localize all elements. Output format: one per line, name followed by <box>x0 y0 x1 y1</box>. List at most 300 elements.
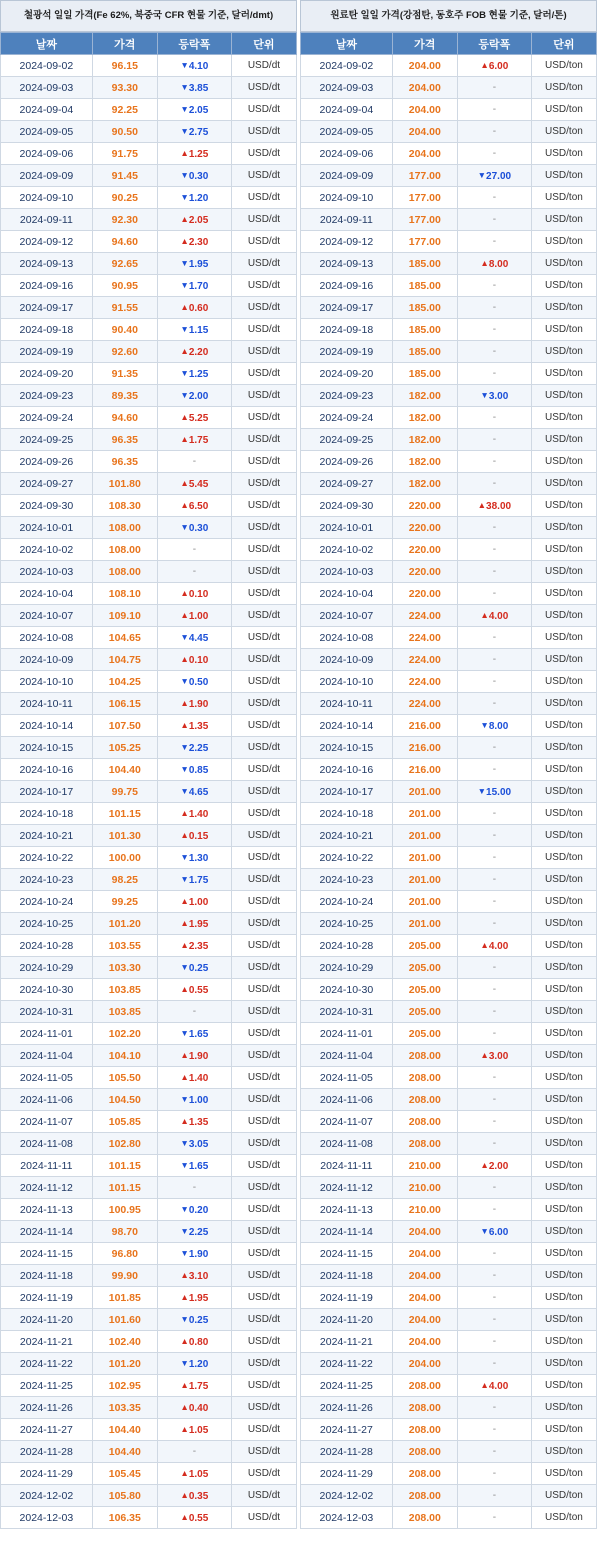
arrow-down-icon: ▼ <box>180 1313 189 1324</box>
iron-ore-table-body <box>1 55 297 1529</box>
cell-date: 2024-11-12 <box>301 1177 393 1199</box>
cell-date: 2024-09-17 <box>301 297 393 319</box>
cell-unit: USD/dt <box>231 517 296 539</box>
cell-change: - <box>457 583 531 605</box>
cell-date: 2024-10-15 <box>301 737 393 759</box>
table-row <box>1 121 297 143</box>
table-row <box>301 99 597 121</box>
cell-change: - <box>457 1133 531 1155</box>
cell-price: 102.95 <box>92 1375 157 1397</box>
cell-unit: USD/ton <box>531 627 596 649</box>
coking-coal-header-row <box>301 33 597 55</box>
table-row <box>301 1463 597 1485</box>
cell-price: 90.95 <box>92 275 157 297</box>
cell-unit: USD/dt <box>231 209 296 231</box>
cell-unit: USD/dt <box>231 1177 296 1199</box>
cell-date: 2024-09-25 <box>1 429 93 451</box>
cell-change: - <box>457 1243 531 1265</box>
table-row <box>301 1485 597 1507</box>
arrow-down-icon: ▼ <box>180 1027 189 1038</box>
cell-unit: USD/dt <box>231 1221 296 1243</box>
cell-date: 2024-10-02 <box>1 539 93 561</box>
cell-unit: USD/ton <box>531 1441 596 1463</box>
cell-price: 93.30 <box>92 77 157 99</box>
table-row <box>1 1221 297 1243</box>
cell-unit: USD/ton <box>531 253 596 275</box>
table-row <box>301 121 597 143</box>
cell-unit: USD/ton <box>531 1243 596 1265</box>
cell-date: 2024-10-17 <box>301 781 393 803</box>
cell-change: ▼1.65 <box>157 1155 231 1177</box>
table-row <box>301 781 597 803</box>
cell-change: ▲1.35 <box>157 715 231 737</box>
cell-unit: USD/ton <box>531 209 596 231</box>
table-row <box>1 1397 297 1419</box>
cell-date: 2024-09-06 <box>301 143 393 165</box>
table-row <box>301 1089 597 1111</box>
cell-date: 2024-09-06 <box>1 143 93 165</box>
table-row <box>301 1199 597 1221</box>
cell-unit: USD/ton <box>531 407 596 429</box>
arrow-down-icon: ▼ <box>180 1203 189 1214</box>
table-row <box>1 649 297 671</box>
cell-change: ▲1.90 <box>157 1045 231 1067</box>
cell-price: 204.00 <box>392 99 457 121</box>
header-date: 날짜 <box>301 33 393 55</box>
table-row <box>1 495 297 517</box>
cell-price: 101.15 <box>92 1177 157 1199</box>
table-row <box>1 297 297 319</box>
cell-date: 2024-10-21 <box>301 825 393 847</box>
table-row <box>301 1133 597 1155</box>
cell-unit: USD/ton <box>531 737 596 759</box>
cell-price: 90.50 <box>92 121 157 143</box>
table-row <box>301 539 597 561</box>
cell-unit: USD/dt <box>231 341 296 363</box>
arrow-down-icon: ▼ <box>180 1093 189 1104</box>
cell-change: ▲1.05 <box>157 1419 231 1441</box>
arrow-down-icon: ▼ <box>180 323 189 334</box>
cell-change: ▲0.10 <box>157 583 231 605</box>
cell-unit: USD/dt <box>231 627 296 649</box>
cell-change: - <box>457 1199 531 1221</box>
table-row <box>301 231 597 253</box>
table-row <box>1 1001 297 1023</box>
table-row <box>301 1155 597 1177</box>
cell-price: 201.00 <box>392 825 457 847</box>
table-row <box>301 165 597 187</box>
table-row <box>301 649 597 671</box>
cell-date: 2024-10-24 <box>1 891 93 913</box>
cell-date: 2024-10-09 <box>301 649 393 671</box>
cell-change: ▼4.10 <box>157 55 231 77</box>
cell-price: 208.00 <box>392 1507 457 1529</box>
cell-date: 2024-09-11 <box>1 209 93 231</box>
arrow-down-icon: ▼ <box>180 1137 189 1148</box>
cell-unit: USD/dt <box>231 825 296 847</box>
cell-change: - <box>457 1089 531 1111</box>
cell-unit: USD/dt <box>231 165 296 187</box>
arrow-down-icon: ▼ <box>180 1225 189 1236</box>
table-row <box>1 935 297 957</box>
cell-change: ▼1.75 <box>157 869 231 891</box>
cell-change: ▲0.55 <box>157 979 231 1001</box>
cell-price: 98.70 <box>92 1221 157 1243</box>
cell-price: 177.00 <box>392 187 457 209</box>
cell-price: 104.50 <box>92 1089 157 1111</box>
table-row <box>301 319 597 341</box>
table-row <box>301 803 597 825</box>
arrow-up-icon: ▲ <box>480 1049 489 1060</box>
cell-price: 101.60 <box>92 1309 157 1331</box>
arrow-up-icon: ▲ <box>180 609 189 620</box>
cell-change: ▲5.25 <box>157 407 231 429</box>
cell-price: 208.00 <box>392 1397 457 1419</box>
cell-unit: USD/ton <box>531 143 596 165</box>
table-row <box>1 275 297 297</box>
cell-unit: USD/dt <box>231 253 296 275</box>
cell-price: 182.00 <box>392 407 457 429</box>
table-row <box>1 77 297 99</box>
cell-date: 2024-10-04 <box>1 583 93 605</box>
table-row <box>301 187 597 209</box>
cell-price: 100.00 <box>92 847 157 869</box>
cell-unit: USD/dt <box>231 1331 296 1353</box>
cell-unit: USD/ton <box>531 539 596 561</box>
table-row <box>1 825 297 847</box>
cell-price: 105.85 <box>92 1111 157 1133</box>
cell-price: 177.00 <box>392 209 457 231</box>
arrow-up-icon: ▲ <box>180 301 189 312</box>
cell-date: 2024-11-12 <box>1 1177 93 1199</box>
cell-change: - <box>457 209 531 231</box>
cell-unit: USD/dt <box>231 297 296 319</box>
cell-change: - <box>457 231 531 253</box>
cell-unit: USD/dt <box>231 605 296 627</box>
cell-price: 204.00 <box>392 1243 457 1265</box>
cell-date: 2024-10-31 <box>1 1001 93 1023</box>
cell-date: 2024-10-08 <box>1 627 93 649</box>
cell-change: ▲1.00 <box>157 605 231 627</box>
arrow-down-icon: ▼ <box>180 741 189 752</box>
cell-price: 205.00 <box>392 1001 457 1023</box>
cell-date: 2024-09-09 <box>301 165 393 187</box>
cell-unit: USD/dt <box>231 1463 296 1485</box>
cell-price: 204.00 <box>392 1353 457 1375</box>
cell-price: 108.30 <box>92 495 157 517</box>
table-row <box>301 143 597 165</box>
arrow-down-icon: ▼ <box>480 1225 489 1236</box>
cell-unit: USD/ton <box>531 231 596 253</box>
cell-price: 216.00 <box>392 715 457 737</box>
arrow-up-icon: ▲ <box>180 1467 189 1478</box>
table-row <box>301 209 597 231</box>
table-row <box>301 715 597 737</box>
cell-change: - <box>457 451 531 473</box>
cell-unit: USD/ton <box>531 1221 596 1243</box>
cell-price: 185.00 <box>392 297 457 319</box>
cell-price: 185.00 <box>392 319 457 341</box>
cell-change: ▼8.00 <box>457 715 531 737</box>
cell-date: 2024-11-18 <box>1 1265 93 1287</box>
cell-change: ▼1.90 <box>157 1243 231 1265</box>
cell-price: 208.00 <box>392 1463 457 1485</box>
cell-date: 2024-11-19 <box>301 1287 393 1309</box>
table-row <box>1 759 297 781</box>
cell-unit: USD/dt <box>231 385 296 407</box>
cell-unit: USD/ton <box>531 1133 596 1155</box>
cell-date: 2024-11-13 <box>301 1199 393 1221</box>
cell-unit: USD/ton <box>531 671 596 693</box>
cell-price: 224.00 <box>392 605 457 627</box>
coking-coal-panel-title: 원료탄 일일 가격(강점탄, 동호주 FOB 현물 기준, 달러/톤) <box>300 0 597 32</box>
cell-unit: USD/ton <box>531 781 596 803</box>
cell-date: 2024-09-13 <box>1 253 93 275</box>
cell-change: ▲0.15 <box>157 825 231 847</box>
cell-date: 2024-10-09 <box>1 649 93 671</box>
cell-date: 2024-10-22 <box>1 847 93 869</box>
cell-unit: USD/ton <box>531 913 596 935</box>
cell-unit: USD/ton <box>531 583 596 605</box>
cell-date: 2024-09-26 <box>1 451 93 473</box>
cell-date: 2024-09-24 <box>301 407 393 429</box>
table-row <box>1 1353 297 1375</box>
cell-price: 220.00 <box>392 583 457 605</box>
table-row <box>301 1001 597 1023</box>
arrow-down-icon: ▼ <box>180 851 189 862</box>
cell-unit: USD/dt <box>231 539 296 561</box>
arrow-up-icon: ▲ <box>180 213 189 224</box>
arrow-down-icon: ▼ <box>180 521 189 532</box>
cell-unit: USD/ton <box>531 693 596 715</box>
cell-date: 2024-09-16 <box>301 275 393 297</box>
cell-unit: USD/ton <box>531 1089 596 1111</box>
cell-unit: USD/ton <box>531 1023 596 1045</box>
cell-change: - <box>457 1463 531 1485</box>
arrow-up-icon: ▲ <box>180 1489 189 1500</box>
cell-date: 2024-11-15 <box>301 1243 393 1265</box>
arrow-up-icon: ▲ <box>180 147 189 158</box>
cell-change: ▼0.50 <box>157 671 231 693</box>
cell-unit: USD/dt <box>231 803 296 825</box>
cell-price: 106.35 <box>92 1507 157 1529</box>
table-row <box>301 561 597 583</box>
cell-change: - <box>457 979 531 1001</box>
table-row <box>1 429 297 451</box>
cell-change: - <box>457 1001 531 1023</box>
cell-price: 105.45 <box>92 1463 157 1485</box>
cell-unit: USD/dt <box>231 1001 296 1023</box>
table-row <box>301 1331 597 1353</box>
arrow-up-icon: ▲ <box>180 477 189 488</box>
cell-price: 98.25 <box>92 869 157 891</box>
cell-price: 204.00 <box>392 1331 457 1353</box>
table-row <box>301 825 597 847</box>
cell-date: 2024-10-14 <box>1 715 93 737</box>
cell-unit: USD/ton <box>531 473 596 495</box>
table-row <box>1 1155 297 1177</box>
table-row <box>301 605 597 627</box>
cell-date: 2024-09-05 <box>1 121 93 143</box>
cell-unit: USD/ton <box>531 385 596 407</box>
cell-change: ▲2.35 <box>157 935 231 957</box>
cell-price: 224.00 <box>392 693 457 715</box>
arrow-up-icon: ▲ <box>180 1379 189 1390</box>
cell-unit: USD/ton <box>531 1419 596 1441</box>
cell-unit: USD/ton <box>531 605 596 627</box>
cell-price: 208.00 <box>392 1067 457 1089</box>
table-row <box>301 1023 597 1045</box>
cell-change: - <box>457 1331 531 1353</box>
cell-unit: USD/dt <box>231 99 296 121</box>
cell-date: 2024-11-01 <box>1 1023 93 1045</box>
cell-price: 109.10 <box>92 605 157 627</box>
table-row <box>301 847 597 869</box>
cell-change: - <box>457 429 531 451</box>
cell-change: - <box>457 869 531 891</box>
table-row <box>301 275 597 297</box>
table-row <box>1 1023 297 1045</box>
table-row <box>301 407 597 429</box>
iron-ore-panel <box>0 0 297 1547</box>
cell-price: 108.00 <box>92 561 157 583</box>
cell-change: - <box>457 319 531 341</box>
cell-change: ▼0.85 <box>157 759 231 781</box>
cell-unit: USD/ton <box>531 803 596 825</box>
table-row <box>1 1199 297 1221</box>
cell-change: ▼0.20 <box>157 1199 231 1221</box>
cell-date: 2024-11-21 <box>301 1331 393 1353</box>
cell-date: 2024-10-08 <box>301 627 393 649</box>
cell-price: 99.90 <box>92 1265 157 1287</box>
cell-change: - <box>157 1177 231 1199</box>
arrow-up-icon: ▲ <box>180 653 189 664</box>
arrow-down-icon: ▼ <box>480 719 489 730</box>
cell-change: - <box>457 1507 531 1529</box>
cell-unit: USD/dt <box>231 363 296 385</box>
cell-unit: USD/dt <box>231 583 296 605</box>
cell-price: 201.00 <box>392 891 457 913</box>
cell-price: 208.00 <box>392 1045 457 1067</box>
cell-date: 2024-11-27 <box>1 1419 93 1441</box>
arrow-up-icon: ▲ <box>180 235 189 246</box>
cell-price: 104.10 <box>92 1045 157 1067</box>
cell-price: 208.00 <box>392 1375 457 1397</box>
cell-price: 204.00 <box>392 143 457 165</box>
cell-unit: USD/ton <box>531 1375 596 1397</box>
cell-date: 2024-10-03 <box>301 561 393 583</box>
cell-unit: USD/ton <box>531 1265 596 1287</box>
cell-unit: USD/ton <box>531 99 596 121</box>
cell-unit: USD/ton <box>531 1485 596 1507</box>
cell-unit: USD/dt <box>231 781 296 803</box>
cell-price: 220.00 <box>392 539 457 561</box>
cell-unit: USD/dt <box>231 1199 296 1221</box>
cell-change: - <box>457 121 531 143</box>
table-row <box>301 517 597 539</box>
cell-date: 2024-10-23 <box>301 869 393 891</box>
cell-unit: USD/dt <box>231 429 296 451</box>
cell-unit: USD/ton <box>531 1067 596 1089</box>
arrow-down-icon: ▼ <box>180 873 189 884</box>
cell-price: 208.00 <box>392 1441 457 1463</box>
cell-date: 2024-11-04 <box>301 1045 393 1067</box>
cell-change: ▲1.40 <box>157 803 231 825</box>
cell-unit: USD/ton <box>531 1309 596 1331</box>
table-row <box>301 759 597 781</box>
table-row <box>301 429 597 451</box>
table-row <box>1 737 297 759</box>
arrow-down-icon: ▼ <box>180 81 189 92</box>
cell-unit: USD/ton <box>531 187 596 209</box>
table-row <box>1 363 297 385</box>
cell-date: 2024-10-03 <box>1 561 93 583</box>
cell-date: 2024-11-28 <box>1 1441 93 1463</box>
cell-price: 101.85 <box>92 1287 157 1309</box>
cell-unit: USD/ton <box>531 869 596 891</box>
cell-date: 2024-10-17 <box>1 781 93 803</box>
cell-change: - <box>457 1353 531 1375</box>
cell-price: 210.00 <box>392 1177 457 1199</box>
table-row <box>1 209 297 231</box>
table-row <box>301 913 597 935</box>
cell-price: 216.00 <box>392 759 457 781</box>
cell-change: ▼1.30 <box>157 847 231 869</box>
cell-price: 201.00 <box>392 913 457 935</box>
cell-unit: USD/dt <box>231 1111 296 1133</box>
cell-unit: USD/ton <box>531 429 596 451</box>
cell-change: - <box>457 759 531 781</box>
table-row <box>1 451 297 473</box>
table-row <box>301 1265 597 1287</box>
cell-change: ▼1.70 <box>157 275 231 297</box>
table-row <box>301 1287 597 1309</box>
cell-change: - <box>457 803 531 825</box>
cell-price: 220.00 <box>392 517 457 539</box>
cell-unit: USD/ton <box>531 649 596 671</box>
cell-price: 210.00 <box>392 1155 457 1177</box>
table-row <box>301 1221 597 1243</box>
cell-date: 2024-09-13 <box>301 253 393 275</box>
cell-change: ▲1.05 <box>157 1463 231 1485</box>
cell-date: 2024-09-20 <box>1 363 93 385</box>
table-row <box>1 1177 297 1199</box>
cell-price: 104.65 <box>92 627 157 649</box>
cell-price: 92.30 <box>92 209 157 231</box>
table-row <box>1 913 297 935</box>
arrow-down-icon: ▼ <box>180 191 189 202</box>
cell-unit: USD/ton <box>531 825 596 847</box>
table-row <box>301 979 597 1001</box>
cell-unit: USD/dt <box>231 693 296 715</box>
cell-price: 103.35 <box>92 1397 157 1419</box>
cell-date: 2024-11-08 <box>301 1133 393 1155</box>
cell-price: 204.00 <box>392 1221 457 1243</box>
cell-date: 2024-09-23 <box>1 385 93 407</box>
arrow-down-icon: ▼ <box>180 125 189 136</box>
cell-change: ▲1.25 <box>157 143 231 165</box>
cell-date: 2024-10-31 <box>301 1001 393 1023</box>
cell-unit: USD/ton <box>531 1155 596 1177</box>
arrow-up-icon: ▲ <box>180 917 189 928</box>
cell-price: 204.00 <box>392 77 457 99</box>
cell-price: 104.25 <box>92 671 157 693</box>
cell-change: ▼2.25 <box>157 737 231 759</box>
cell-date: 2024-12-03 <box>301 1507 393 1529</box>
cell-unit: USD/ton <box>531 341 596 363</box>
table-row <box>1 957 297 979</box>
cell-price: 107.50 <box>92 715 157 737</box>
